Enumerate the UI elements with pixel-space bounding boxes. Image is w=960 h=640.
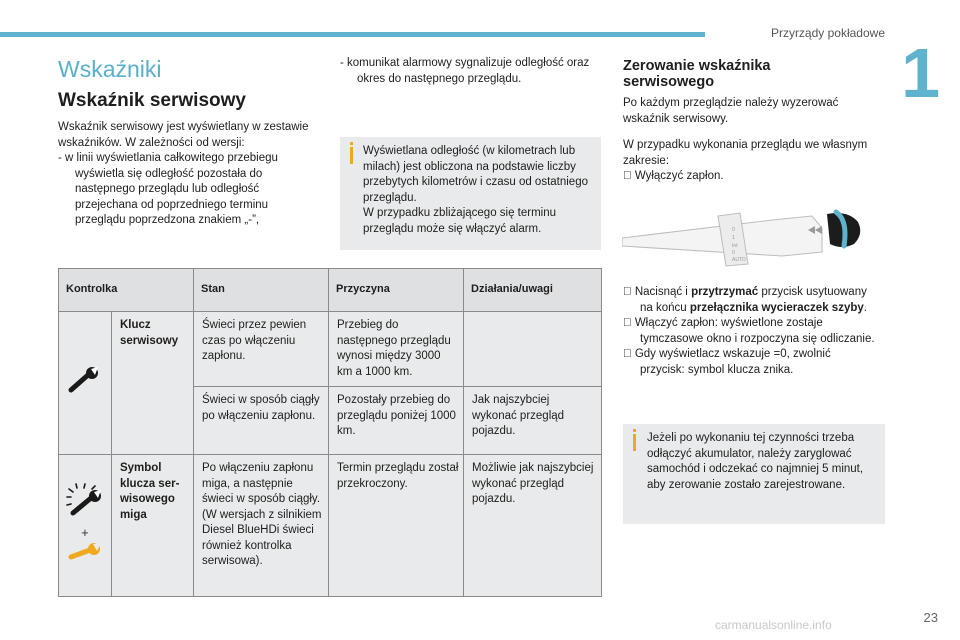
stalk-label: Int xyxy=(732,243,738,249)
intro-paragraph: Wskaźnik serwisowy jest wyświetlany w zestawie wskaźników. W zależności od wersji: xyxy=(58,121,309,149)
step-press-hold: Nacisnąć i przytrzymać przycisk usytuowany na końcu przełącznika wycieraczek szyby. xyxy=(623,286,872,314)
plus-sign: + xyxy=(81,524,89,540)
cell-cause: Termin przeglądu został przekroczony. xyxy=(329,455,464,597)
bullet-alert: - komunikat alarmowy sygnalizuje odległość oraz okres do następnego przeglądu. xyxy=(340,57,590,85)
reset-p2-text: W przypadku wykonania przeglądu we własnym zakresie: xyxy=(623,139,868,167)
info-line-2: W przypadku zbliżającego się terminu przeglądu może się włączyć alarm. xyxy=(363,207,557,235)
reset-steps xyxy=(623,285,875,378)
header-bar xyxy=(0,32,705,37)
stalk-label: 0 xyxy=(732,250,735,256)
warning-table xyxy=(58,268,602,597)
stalk-label: 0 xyxy=(732,227,735,233)
wrench-icon xyxy=(68,366,102,394)
info-icon xyxy=(350,147,353,164)
cell-state: Świeci przez pewien czas po włączeniu zapłonu. xyxy=(194,312,329,387)
table-row xyxy=(59,455,602,597)
stalk-label: AUTO xyxy=(732,257,746,263)
col-header-stan: Stan xyxy=(194,269,329,312)
cell-state: Świeci w sposób ciągły po włączeniu zapłonu. xyxy=(194,387,329,455)
page-title: Wskaźniki xyxy=(58,56,162,82)
blinking-wrench-icon xyxy=(65,483,105,517)
stalk-label: 1 xyxy=(732,235,735,241)
blinking-wrench-icon-cell xyxy=(59,455,112,597)
info-box-battery xyxy=(623,424,885,524)
cell-action: Możliwie jak najszybciej wykonać przegląd pojazdu. xyxy=(464,455,602,597)
table-header-row xyxy=(59,269,602,312)
step-ignition-on: Włączyć zapłon: wyświetlone zostaje tymczasowe okno i rozpoczyna się odliczanie. xyxy=(623,317,875,345)
row-name-klucz: Klucz serwisowy xyxy=(111,312,193,455)
wrench-icon-cell xyxy=(59,312,112,455)
intro-text xyxy=(58,120,318,229)
info-icon xyxy=(633,434,636,451)
info-battery-text: Jeżeli po wykonaniu tej czynności trzeba odłączyć akumulator, należy zaryglować samochód i odczekać co najmniej 5 minut, aby zerowanie zostało zarejestrowane. xyxy=(647,432,864,491)
cell-cause: Przebieg do następnego przeglądu wynosi między 3000 km a 1000 km. xyxy=(329,312,464,387)
watermark: carmanualsonline.info xyxy=(715,618,832,632)
row-name-symbol-miga: Symbol klucza ser- wisowego miga xyxy=(111,455,193,597)
info-line-1: Wyświetlana odległość (w kilometrach lub milach) jest obliczona na podstawie liczby przebytych kilometrów i czasu od ostatniego przeglądu. xyxy=(363,145,588,204)
reset-heading: Zerowanie wskaźnika serwisowego xyxy=(623,58,771,90)
table-row xyxy=(59,312,602,387)
info-text xyxy=(363,144,595,237)
bullet-odometer: - w linii wyświetlania całkowitego przebiegu wyświetla się odległość pozostała do następnego przeglądu lub odległość przejechana od poprzedniego terminu przeglądu poprzedzona znakiem „-”, xyxy=(58,152,278,226)
col-header-przyczyna: Przyczyna xyxy=(329,269,464,312)
col-header-dzialania: Działania/uwagi xyxy=(464,269,602,312)
step-ignition-off: Wyłączyć zapłon. xyxy=(623,170,712,182)
reset-p1: Po każdym przeglądzie należy wyzerować wskaźnik serwisowy. xyxy=(623,97,839,125)
section-title: Przyrządy pokładowe xyxy=(770,26,885,40)
reset-p2 xyxy=(623,138,873,185)
wiper-stalk-illustration xyxy=(622,200,882,280)
section-heading: Wskaźnik serwisowy xyxy=(58,90,246,111)
col-header-kontrolka: Kontrolka xyxy=(59,269,194,312)
cell-state: Po włączeniu zapłonu miga, a następnie świeci w sposób ciągły. (W wersjach z silnikiem Diesel BlueHDi świeci również kontrolka serwisowa). xyxy=(194,455,329,597)
info-box-distance xyxy=(340,137,601,250)
cell-action xyxy=(464,312,602,387)
step-release: Gdy wyświetlacz wskazuje =0, zwolnić przycisk: symbol klucza znika. xyxy=(623,348,867,376)
orange-wrench-icon xyxy=(68,542,102,562)
cell-action: Jak najszybciej wykonać przegląd pojazdu. xyxy=(464,387,602,455)
chapter-number: 1 xyxy=(901,34,940,112)
cell-cause: Pozostały przebieg do przeglądu poniżej 1000 km. xyxy=(329,387,464,455)
page-number: 23 xyxy=(923,610,938,625)
